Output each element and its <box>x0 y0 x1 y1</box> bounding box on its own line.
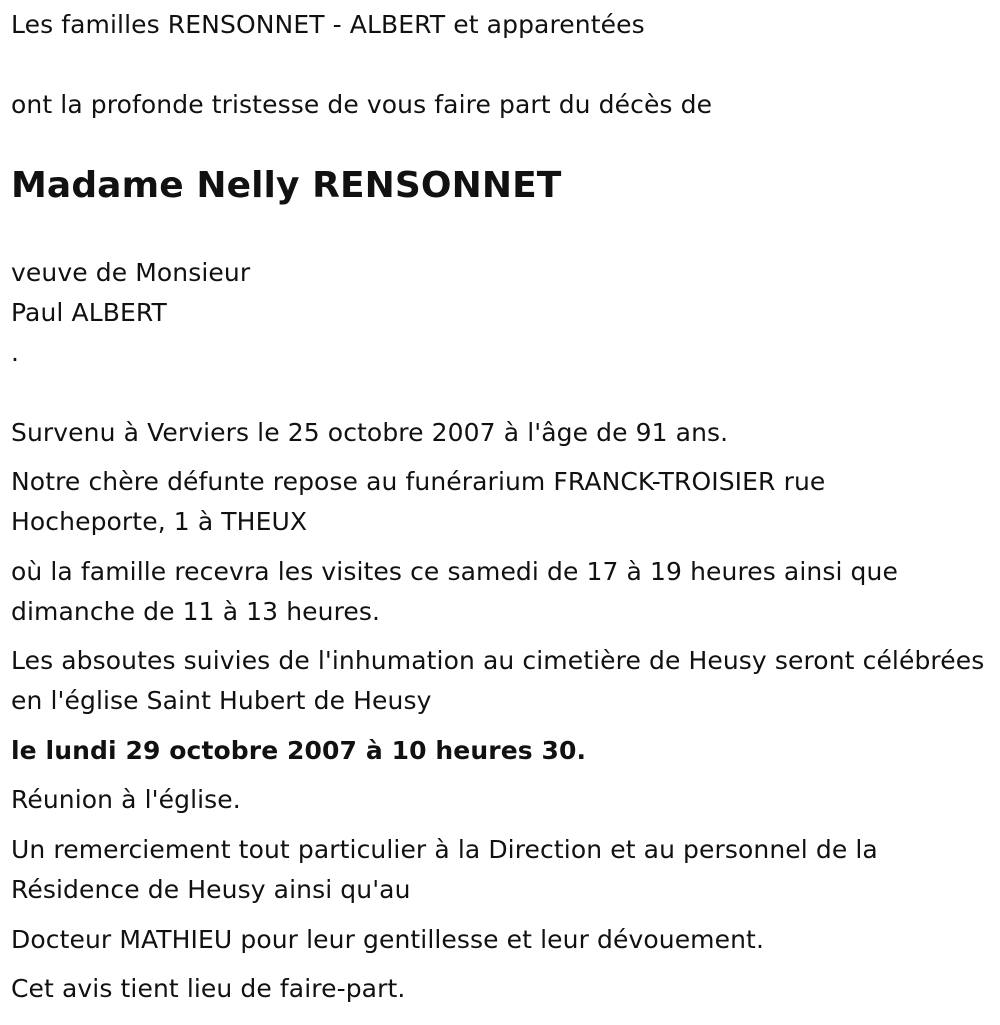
widow-of-line: veuve de Monsieur <box>11 258 251 287</box>
ceremony-date: le lundi 29 octobre 2007 à 10 heures 30. <box>11 736 587 765</box>
visits-paragraph: où la famille recevra les visites ce samedi de 17 à 19 heures ainsi que dimanche de 11 à 13 heures. <box>11 557 898 626</box>
spouse-name: Paul ALBERT <box>11 298 167 327</box>
families-line: Les familles RENSONNET - ALBERT et apparentées <box>11 10 645 39</box>
funeral-home-paragraph: Notre chère défunte repose au funérarium FRANCK-TROISIER rue Hocheporte, 1 à THEUX <box>11 467 826 536</box>
meeting-paragraph: Réunion à l'église. <box>11 785 241 814</box>
closing-paragraph: Cet avis tient lieu de faire-part. <box>11 974 406 1003</box>
announcement-line: ont la profonde tristesse de vous faire part du décès de <box>11 90 713 119</box>
thanks-doctor-paragraph: Docteur MATHIEU pour leur gentillesse et leur dévouement. <box>11 925 765 954</box>
deceased-name: Madame Nelly RENSONNET <box>11 165 562 206</box>
ceremony-paragraph: Les absoutes suivies de l'inhumation au cimetière de Heusy seront célébrées en l'église Saint Hubert de Heusy <box>11 646 985 715</box>
thanks-paragraph: Un remerciement tout particulier à la Direction et au personnel de la Résidence de Heusy ainsi qu'au <box>11 835 878 904</box>
death-info-paragraph: Survenu à Verviers le 25 octobre 2007 à l'âge de 91 ans. <box>11 418 729 447</box>
separator-dot: . <box>11 338 20 367</box>
